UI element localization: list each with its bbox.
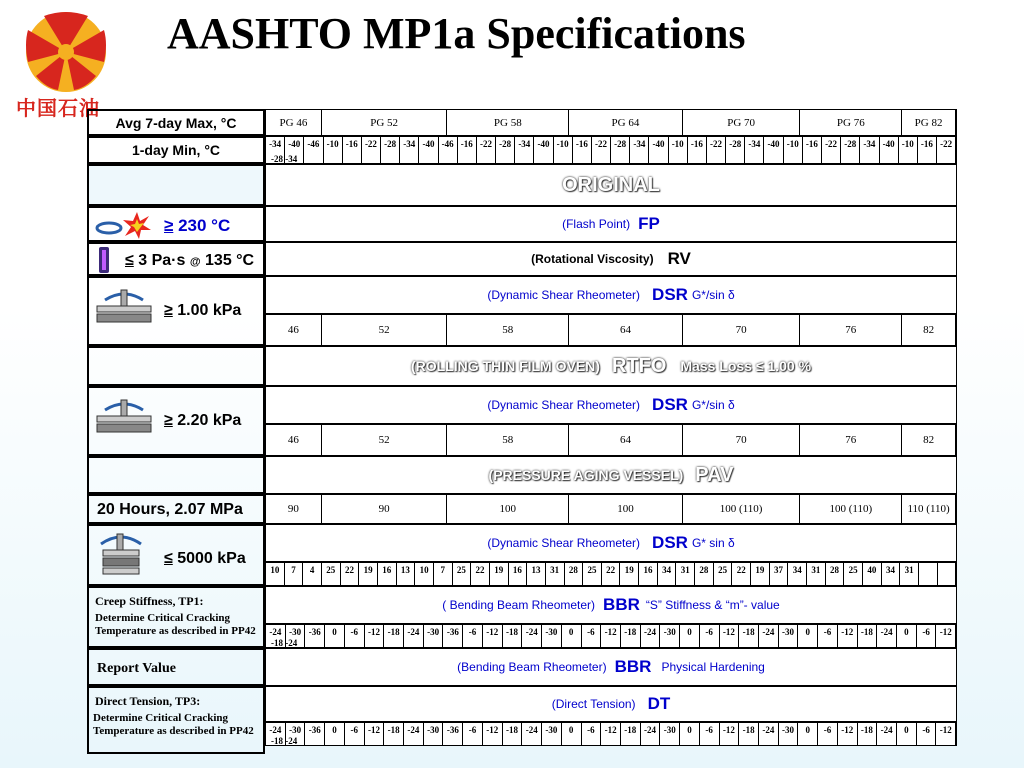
dsr2-temp-cell: 58 — [447, 425, 569, 455]
dsr3-temp-cell: 28 — [826, 563, 845, 585]
dt-desc: (Direct Tension) — [551, 697, 636, 711]
dt-temp-cell: -24 — [266, 723, 286, 745]
dsr3-temp-cell: 28 — [565, 563, 584, 585]
min-temp-cell: -22 — [937, 137, 956, 163]
dsr1-temp-cell: 58 — [447, 315, 569, 345]
bbr1-temp-cell: -24 — [641, 625, 661, 647]
min-temp-cell: -10 — [899, 137, 918, 163]
dt-temp-cell: -6 — [345, 723, 365, 745]
bbr1-temp-cell: -24 — [522, 625, 542, 647]
bbr1-temp-cell: -36 — [305, 625, 325, 647]
bbr1-temp-cell: -6 — [917, 625, 937, 647]
dsr3-temp-cell: 34 — [882, 563, 901, 585]
dsr3-temp-cell: 13 — [527, 563, 546, 585]
grade-cell: PG 52 — [322, 110, 448, 135]
dsr3-temp-cell: 13 — [397, 563, 416, 585]
dt-temp-cell: -18 — [503, 723, 523, 745]
dsr3-temp-cell: 34 — [658, 563, 677, 585]
fp-abbr: FP — [638, 214, 660, 233]
dsr3-temp-cell: 16 — [509, 563, 528, 585]
pav-temp-cell: 100 — [569, 495, 683, 523]
bbr2-desc: (Bending Beam Rheometer) — [457, 660, 607, 674]
bbr1-temp-cell: -30 — [660, 625, 680, 647]
dsr3-temp-cell: 19 — [620, 563, 639, 585]
rotate-icon — [95, 220, 123, 236]
min-temp-cell: -22 — [822, 137, 841, 163]
min-temp-cell: -22 — [592, 137, 611, 163]
dt-temp-cell: -18 — [858, 723, 878, 745]
dt-temp-cell: -6 — [700, 723, 720, 745]
dsr3-temp-cell: 7 — [285, 563, 304, 585]
bbr1-temp-cell: -12 — [936, 625, 956, 647]
dsr3-temp-cell: 25 — [453, 563, 472, 585]
dsr3-temp-cell: 25 — [714, 563, 733, 585]
min-temp-cell: -22 — [707, 137, 726, 163]
rtfo-desc: (ROLLING THIN FILM OVEN) — [410, 358, 600, 374]
dsr3-temp-cell: 16 — [378, 563, 397, 585]
bbr1-body: Determine Critical Cracking Temperature as described in PP42 — [95, 612, 256, 637]
fp-desc: (Flash Point) — [562, 217, 631, 231]
dsr1-prefix: ≥ — [164, 302, 173, 319]
dsr3-temp-cell: 34 — [788, 563, 807, 585]
dt-temp-cell: -36 — [305, 723, 325, 745]
bbr1-wrap: -18 -24 — [271, 638, 298, 648]
dt-temp-cell: -6 — [818, 723, 838, 745]
dsr3-temp-cell: 19 — [359, 563, 378, 585]
bbr1-desc: ( Bending Beam Rheometer) — [442, 598, 596, 612]
dt-temp-cell: 0 — [325, 723, 345, 745]
min-temp-cell: -22 — [362, 137, 381, 163]
dsr2-temp-cell: 76 — [800, 425, 902, 455]
grade-cell: PG 64 — [569, 110, 683, 135]
bbr1-temp-cell: -18 — [858, 625, 878, 647]
dsr3-temp-row — [265, 562, 957, 586]
dt-temp-cell: 0 — [680, 723, 700, 745]
bbr1-temp-cell: -30 — [779, 625, 799, 647]
pav-left — [87, 456, 265, 494]
rtfo-abbr: RTFO — [611, 354, 667, 377]
pav-temp-cell: 100 (110) — [800, 495, 902, 523]
bbr1-temp-cell: -6 — [582, 625, 602, 647]
dt-temp-cell: -6 — [463, 723, 483, 745]
bbr1-temp-cell: -6 — [463, 625, 483, 647]
pav-temp-cell: 100 (110) — [683, 495, 801, 523]
min-temp-cell: -16 — [688, 137, 707, 163]
dt-temp-cell: -30 — [424, 723, 444, 745]
dt-temp-cell: -12 — [720, 723, 740, 745]
dsr3-abbr: DSR — [652, 533, 688, 552]
dsr3-temp-cell: 19 — [751, 563, 770, 585]
rv-prefix: ≤ — [125, 252, 134, 269]
bbr1-temp-cell: -12 — [838, 625, 858, 647]
bbr1-temp-cell: -18 — [384, 625, 404, 647]
min-temp-cell: -40 — [534, 137, 553, 163]
bbr1-temp-cell: -30 — [424, 625, 444, 647]
dsr2-temp-cell: 52 — [322, 425, 448, 455]
dsr3-temp-cell: 25 — [844, 563, 863, 585]
dt-left — [87, 686, 265, 754]
dsr3-temp-cell: 25 — [583, 563, 602, 585]
dt-temp-cell: -18 — [739, 723, 759, 745]
dsr3-temp-cell — [938, 563, 957, 585]
dsr3-temp-cell: 10 — [415, 563, 434, 585]
bbr1-temp-cell: -6 — [700, 625, 720, 647]
dt-body: Determine Critical Cracking Temperature as described in PP42 — [93, 712, 254, 737]
dsr1-temp-cell: 70 — [683, 315, 801, 345]
min-temp-cell: -10 — [784, 137, 803, 163]
min-temp-cell: -34 — [400, 137, 419, 163]
bbr1-temp-cell: -24 — [759, 625, 779, 647]
dsr3-temp-cell: 31 — [546, 563, 565, 585]
dt-temp-cell: -36 — [443, 723, 463, 745]
grade-row — [265, 109, 957, 136]
rv-desc: (Rotational Viscosity) — [531, 252, 654, 266]
min-temp-cell: -40 — [419, 137, 438, 163]
dt-temp-cell: -30 — [660, 723, 680, 745]
dt-temp-cell: -12 — [936, 723, 956, 745]
bbr1-temp-cell: -24 — [404, 625, 424, 647]
original-left — [87, 164, 265, 206]
dsr3-row — [265, 524, 957, 562]
original-row — [265, 164, 957, 206]
dsr3-temp-cell: 28 — [695, 563, 714, 585]
min-temp-cell: -10 — [554, 137, 573, 163]
rtfo-tail: Mass Loss ≤ 1.00 % — [680, 358, 812, 374]
rv-at: @ — [189, 256, 201, 268]
dsr2-temp-cell: 70 — [683, 425, 801, 455]
min-temp-cell: -16 — [803, 137, 822, 163]
dt-temp-cell: -24 — [404, 723, 424, 745]
min-temp-cell: -28 — [841, 137, 860, 163]
pav-desc: (PRESSURE AGING VESSEL) — [488, 467, 684, 483]
dt-temp-cell: -6 — [917, 723, 937, 745]
dsr3-temp-cell: 7 — [434, 563, 453, 585]
min-temp-cell: -34 — [860, 137, 879, 163]
pav-temp-cell: 110 (110) — [902, 495, 956, 523]
dt-temp-cell: -12 — [601, 723, 621, 745]
min-temp-cell: -16 — [918, 137, 937, 163]
dsr3-temp-cell: 22 — [341, 563, 360, 585]
dt-temp-cell: -24 — [641, 723, 661, 745]
bbr1-temp-cell: -12 — [365, 625, 385, 647]
bbr1-temp-cell: -30 — [286, 625, 306, 647]
dsr1-temp-row — [265, 314, 957, 346]
dsr3-temp-cell: 22 — [602, 563, 621, 585]
dsr2-temp-cell: 46 — [266, 425, 322, 455]
dt-temp-row — [265, 722, 957, 746]
dsr3-temp-cell: 25 — [322, 563, 341, 585]
bbr1-title: Creep Stiffness, TP1: — [95, 594, 204, 608]
dsr1-label: 1.00 kPa — [177, 302, 242, 319]
dsr2-temp-cell: 64 — [569, 425, 683, 455]
min-temp-cell: -34 — [266, 137, 285, 163]
bbr1-abbr: BBR — [603, 595, 640, 614]
min-temp-cell: -28 — [496, 137, 515, 163]
dsr2-label: 2.20 kPa — [177, 412, 242, 429]
min-temp-cell: -28 — [726, 137, 745, 163]
bbr1-temp-row — [265, 624, 957, 648]
dt-temp-cell: -18 — [621, 723, 641, 745]
bbr2-param: Physical Hardening — [661, 660, 765, 674]
bbr1-temp-cell: -18 — [503, 625, 523, 647]
min-temp-cell: -28 — [611, 137, 630, 163]
min-temp-wrap: -28 -34 — [271, 154, 298, 164]
bbr1-temp-cell: -6 — [818, 625, 838, 647]
dsr1-temp-cell: 64 — [569, 315, 683, 345]
dt-temp-cell: -30 — [779, 723, 799, 745]
dsr3-temp-cell: 22 — [732, 563, 751, 585]
dsr1-temp-cell: 76 — [800, 315, 902, 345]
pav-temp-cell: 100 — [447, 495, 569, 523]
min-temp-cell: -34 — [515, 137, 534, 163]
dsr1-temp-cell: 46 — [266, 315, 322, 345]
rv-left — [87, 242, 265, 276]
min-temp-cell: -34 — [745, 137, 764, 163]
dt-temp-cell: 0 — [897, 723, 917, 745]
dsr1-param: G*/sin δ — [691, 288, 735, 302]
dt-wrap: -18 -24 — [271, 736, 298, 746]
rv-abbr: RV — [667, 249, 691, 268]
dsr2-desc: (Dynamic Shear Rheometer) — [487, 398, 641, 412]
dsr3-temp-cell: 40 — [863, 563, 882, 585]
dsr2-abbr: DSR — [652, 395, 688, 414]
dsr1-temp-cell: 52 — [322, 315, 448, 345]
bbr1-temp-cell: -18 — [621, 625, 641, 647]
min-temp-cell: -10 — [324, 137, 343, 163]
dsr3-label: 5000 kPa — [177, 550, 246, 567]
dsr3-temp-cell: 19 — [490, 563, 509, 585]
dsr2-param: G*/sin δ — [691, 398, 735, 412]
dsr3-temp-cell: 22 — [471, 563, 490, 585]
dsr3-temp-cell: 31 — [676, 563, 695, 585]
dsr1-desc: (Dynamic Shear Rheometer) — [487, 288, 641, 302]
min-temp-cell: -28 — [381, 137, 400, 163]
grade-cell: PG 76 — [800, 110, 902, 135]
dsr1-row — [265, 276, 957, 314]
dt-temp-cell: -18 — [384, 723, 404, 745]
grade-cell: PG 58 — [447, 110, 569, 135]
dsr2-row — [265, 386, 957, 424]
bbr1-temp-cell: 0 — [325, 625, 345, 647]
pav-abbr: PAV — [695, 463, 734, 486]
pav-temp-row — [265, 494, 957, 524]
dsr2-temp-cell: 82 — [902, 425, 956, 455]
dsr3-left — [87, 524, 265, 586]
dt-temp-cell: -12 — [838, 723, 858, 745]
min-temp-cell: -34 — [630, 137, 649, 163]
dt-temp-cell: -24 — [759, 723, 779, 745]
rv-label: 3 Pa·s — [138, 252, 186, 269]
bbr1-temp-cell: -18 — [739, 625, 759, 647]
min-temp-cell: -40 — [764, 137, 783, 163]
page-title: AASHTO MP1a Specifications — [167, 9, 746, 58]
bbr1-param: “S” Stiffness & “m”- value — [645, 598, 780, 612]
bbr1-temp-cell: 0 — [897, 625, 917, 647]
bbr1-temp-cell: 0 — [562, 625, 582, 647]
bbr1-temp-cell: -30 — [542, 625, 562, 647]
avg7-label-cell — [87, 109, 265, 136]
min-temp-cell: -40 — [880, 137, 899, 163]
bbr2-abbr: BBR — [614, 657, 652, 676]
original-label: ORIGINAL — [562, 173, 660, 196]
dt-temp-cell: -30 — [542, 723, 562, 745]
dt-row — [265, 686, 957, 722]
dsr2-prefix: ≥ — [164, 412, 173, 429]
dt-abbr: DT — [647, 694, 671, 713]
bbr1-temp-cell: -24 — [877, 625, 897, 647]
min-temp-cell: -22 — [477, 137, 496, 163]
min-temp-cell: -46 — [304, 137, 323, 163]
dsr3-param: G* sin δ — [691, 536, 735, 550]
min-temp-row — [265, 136, 957, 164]
grade-cell: PG 82 — [902, 110, 956, 135]
bbr1-left — [87, 586, 265, 648]
dt-temp-cell: -12 — [483, 723, 503, 745]
min1-label: 1-day Min, °C — [131, 142, 221, 158]
min-temp-cell: -10 — [669, 137, 688, 163]
bbr1-temp-cell: -12 — [601, 625, 621, 647]
dsr3-prefix: ≤ — [164, 550, 173, 567]
dsr3-temp-cell: 10 — [266, 563, 285, 585]
min-temp-cell: -40 — [649, 137, 668, 163]
dt-temp-cell: -24 — [877, 723, 897, 745]
dsr3-desc: (Dynamic Shear Rheometer) — [487, 536, 641, 550]
dsr3-temp-cell — [919, 563, 938, 585]
min-temp-cell: -46 — [439, 137, 458, 163]
viscometer-icon — [97, 246, 111, 274]
fp-prefix: ≥ — [164, 216, 174, 235]
rtfo-row — [265, 346, 957, 386]
min1-label-cell — [87, 136, 265, 164]
rtfo-left — [87, 346, 265, 386]
bbr2-label: Report Value — [97, 661, 176, 676]
min-temp-cell: -16 — [343, 137, 362, 163]
rv-temp: 135 °C — [205, 252, 255, 269]
dt-temp-cell: -12 — [365, 723, 385, 745]
dt-temp-cell: -6 — [582, 723, 602, 745]
dsr1-left — [87, 276, 265, 346]
dsr2-left — [87, 386, 265, 456]
fp-left — [87, 206, 265, 242]
bbr1-temp-cell: -12 — [720, 625, 740, 647]
pav-temp-cell: 90 — [322, 495, 448, 523]
pav-conditions: 20 Hours, 2.07 MPa — [97, 501, 243, 518]
min-temp-cell: -16 — [458, 137, 477, 163]
dsr3-temp-cell: 16 — [639, 563, 658, 585]
dsr3-temp-cell: 31 — [807, 563, 826, 585]
dt-temp-cell: 0 — [562, 723, 582, 745]
avg7-label: Avg 7-day Max, °C — [115, 114, 237, 131]
dsr1-abbr: DSR — [652, 285, 688, 304]
flame-icon — [121, 210, 153, 240]
dt-temp-cell: -24 — [522, 723, 542, 745]
dt-title: Direct Tension, TP3: — [95, 694, 201, 708]
bbr1-row — [265, 586, 957, 624]
dsr-icon — [95, 396, 153, 438]
dt-temp-cell: -30 — [286, 723, 306, 745]
logo-text: 中国石油 — [16, 96, 100, 120]
min-temp-cell: -16 — [573, 137, 592, 163]
bbr1-temp-cell: -12 — [483, 625, 503, 647]
grade-cell: PG 70 — [683, 110, 801, 135]
pav-row — [265, 456, 957, 494]
bbr1-temp-cell: -36 — [443, 625, 463, 647]
bbr1-temp-cell: -24 — [266, 625, 286, 647]
dsr3-temp-cell: 4 — [303, 563, 322, 585]
min-temp-cell: -40 — [285, 137, 304, 163]
pav-temp-cell: 90 — [266, 495, 322, 523]
dsr-icon — [95, 530, 147, 578]
rv-row — [265, 242, 957, 276]
bbr2-left — [87, 648, 265, 686]
bbr1-temp-cell: 0 — [798, 625, 818, 647]
bbr1-temp-cell: 0 — [680, 625, 700, 647]
dsr-icon — [95, 286, 153, 328]
dsr1-temp-cell: 82 — [902, 315, 956, 345]
dt-temp-cell: 0 — [798, 723, 818, 745]
bbr1-temp-cell: -6 — [345, 625, 365, 647]
dsr3-temp-cell: 37 — [770, 563, 789, 585]
pav-cond-cell — [87, 494, 265, 524]
dsr2-temp-row — [265, 424, 957, 456]
dsr3-temp-cell: 31 — [900, 563, 919, 585]
bbr2-row — [265, 648, 957, 686]
fp-row — [265, 206, 957, 242]
fp-label: 230 °C — [178, 216, 231, 235]
grade-cell: PG 46 — [266, 110, 322, 135]
